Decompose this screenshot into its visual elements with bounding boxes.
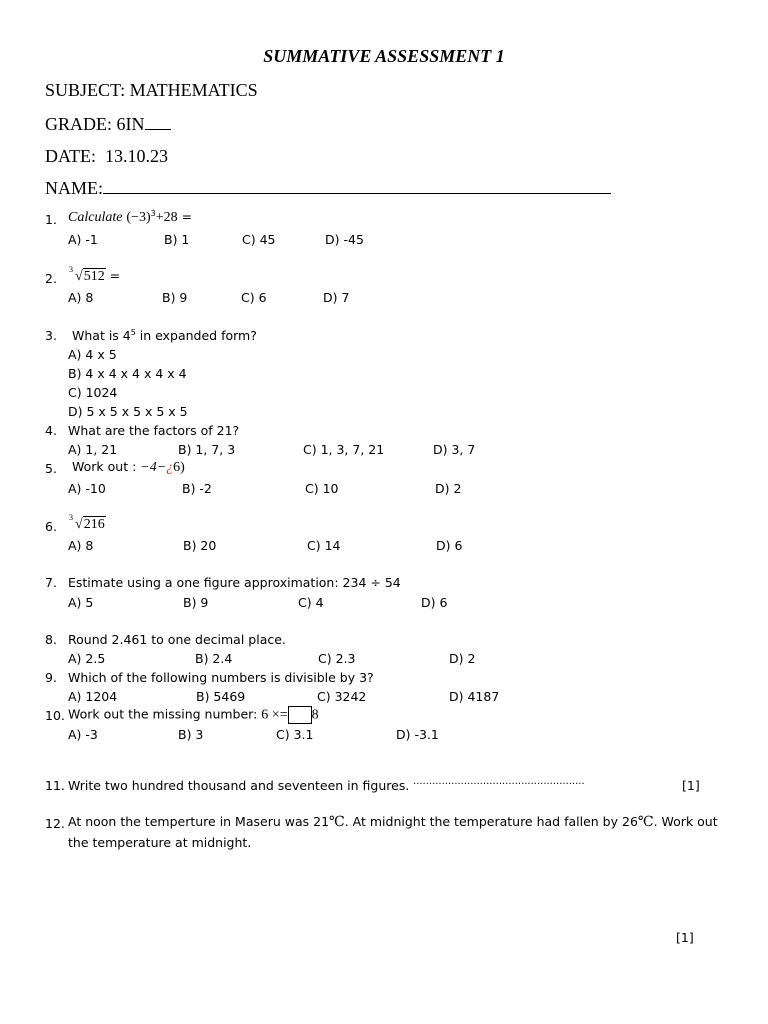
name-blank[interactable]	[103, 179, 611, 194]
q3-option-a[interactable]: A) 4 x 5	[68, 347, 117, 362]
q1-number: 1.	[45, 212, 57, 227]
q2-text: 3 √512 =	[69, 265, 121, 284]
q8-option-b[interactable]: B) 2.4	[195, 651, 233, 666]
q9-text: Which of the following numbers is divisible by 3?	[68, 670, 374, 685]
q4-option-c[interactable]: C) 1, 3, 7, 21	[303, 442, 385, 457]
q8-text: Round 2.461 to one decimal place.	[68, 632, 286, 647]
subject-line: SUBJECT: MATHEMATICS	[45, 80, 258, 100]
q2-option-b[interactable]: B) 9	[162, 290, 188, 305]
q10-option-c[interactable]: C) 3.1	[276, 727, 314, 742]
q8-option-c[interactable]: C) 2.3	[318, 651, 356, 666]
q10-option-b[interactable]: B) 3	[178, 727, 204, 742]
q7-number: 7.	[45, 575, 57, 590]
name-label: NAME:	[45, 178, 103, 198]
q6-option-c[interactable]: C) 14	[307, 538, 341, 553]
cube-root-216: 3 √216	[69, 513, 105, 532]
q2-option-a[interactable]: A) 8	[68, 290, 94, 305]
q9-option-b[interactable]: B) 5469	[196, 689, 246, 704]
q8-option-d[interactable]: D) 2	[449, 651, 476, 666]
q2-option-c[interactable]: C) 6	[241, 290, 267, 305]
q10-text: Work out the missing number: 6 ×= 8	[68, 706, 319, 723]
date-line	[45, 146, 168, 167]
q8-option-a[interactable]: A) 2.5	[68, 651, 106, 666]
q10-number: 10.	[45, 708, 65, 723]
q1-option-a[interactable]: A) -1	[68, 232, 98, 247]
q4-option-a[interactable]: A) 1, 21	[68, 442, 118, 457]
q3-number: 3.	[45, 328, 57, 343]
q6-text	[68, 513, 106, 533]
q1-option-d[interactable]: D) -45	[325, 232, 364, 247]
date-value: 13.10.23	[105, 146, 168, 166]
q10-option-d[interactable]: D) -3.1	[396, 727, 439, 742]
q6-option-a[interactable]: A) 8	[68, 538, 94, 553]
q11-mark: [1]	[682, 778, 700, 793]
q6-number: 6.	[45, 519, 57, 534]
name-line	[45, 178, 611, 199]
q4-number: 4.	[45, 423, 57, 438]
page-title: SUMMATIVE ASSESSMENT 1	[263, 46, 505, 66]
q2-option-d[interactable]: D) 7	[323, 290, 350, 305]
q12-text-line1: At noon the temperture in Maseru was 21℃. At midnight the temperature had fallen by 26℃. Work out	[68, 814, 718, 830]
q3-option-b[interactable]: B) 4 x 4 x 4 x 4 x 4	[68, 366, 187, 381]
q12-mark: [1]	[676, 930, 694, 945]
q9-option-a[interactable]: A) 1204	[68, 689, 118, 704]
q6-option-d[interactable]: D) 6	[436, 538, 463, 553]
q4-text: What are the factors of 21?	[68, 423, 240, 438]
q1-text: Calculate $(-3)^3+28$ =	[68, 209, 193, 226]
q7-option-c[interactable]: C) 4	[298, 595, 324, 610]
q11-answer-line[interactable]: ......................................................	[413, 776, 585, 787]
q7-option-a[interactable]: A) 5	[68, 595, 94, 610]
q8-number: 8.	[45, 632, 57, 647]
q5-option-b[interactable]: B) -2	[182, 481, 212, 496]
q4-option-d[interactable]: D) 3, 7	[433, 442, 476, 457]
q3-option-c[interactable]: C) 1024	[68, 385, 118, 400]
q3-option-d[interactable]: D) 5 x 5 x 5 x 5 x 5	[68, 404, 188, 419]
q5-number: 5.	[45, 461, 57, 476]
q12-number: 12.	[45, 816, 65, 831]
cube-root-512: 3 √512	[69, 265, 105, 284]
grade-label: GRADE: 6IN	[45, 114, 145, 134]
q4-option-b[interactable]: B) 1, 7, 3	[178, 442, 236, 457]
q3-text: What is $4^5$ in expanded form?	[72, 328, 257, 344]
q11-text: Write two hundred thousand and seventeen in figures.	[68, 778, 410, 793]
q1-option-b[interactable]: B) 1	[164, 232, 190, 247]
q11-number: 11.	[45, 778, 65, 793]
q12-text-line2: the temperature at midnight.	[68, 835, 252, 850]
q9-number: 9.	[45, 670, 57, 685]
q5-option-a[interactable]: A) -10	[68, 481, 106, 496]
q5-option-c[interactable]: C) 10	[305, 481, 339, 496]
q9-option-c[interactable]: C) 3242	[317, 689, 367, 704]
q6-option-b[interactable]: B) 20	[183, 538, 217, 553]
q2-number: 2.	[45, 271, 57, 286]
q9-option-d[interactable]: D) 4187	[449, 689, 500, 704]
q5-option-d[interactable]: D) 2	[435, 481, 462, 496]
q10-option-a[interactable]: A) -3	[68, 727, 98, 742]
q7-text: Estimate using a one figure approximation: 234 ÷ 54	[68, 575, 401, 590]
q7-option-b[interactable]: B) 9	[183, 595, 209, 610]
grade-blank[interactable]	[145, 115, 171, 130]
q5-text: Work out : −4−¿6)	[72, 459, 185, 475]
grade-line	[45, 114, 171, 135]
date-label: DATE:	[45, 146, 96, 166]
missing-number-box[interactable]	[288, 706, 312, 724]
q1-option-c[interactable]: C) 45	[242, 232, 276, 247]
q7-option-d[interactable]: D) 6	[421, 595, 448, 610]
